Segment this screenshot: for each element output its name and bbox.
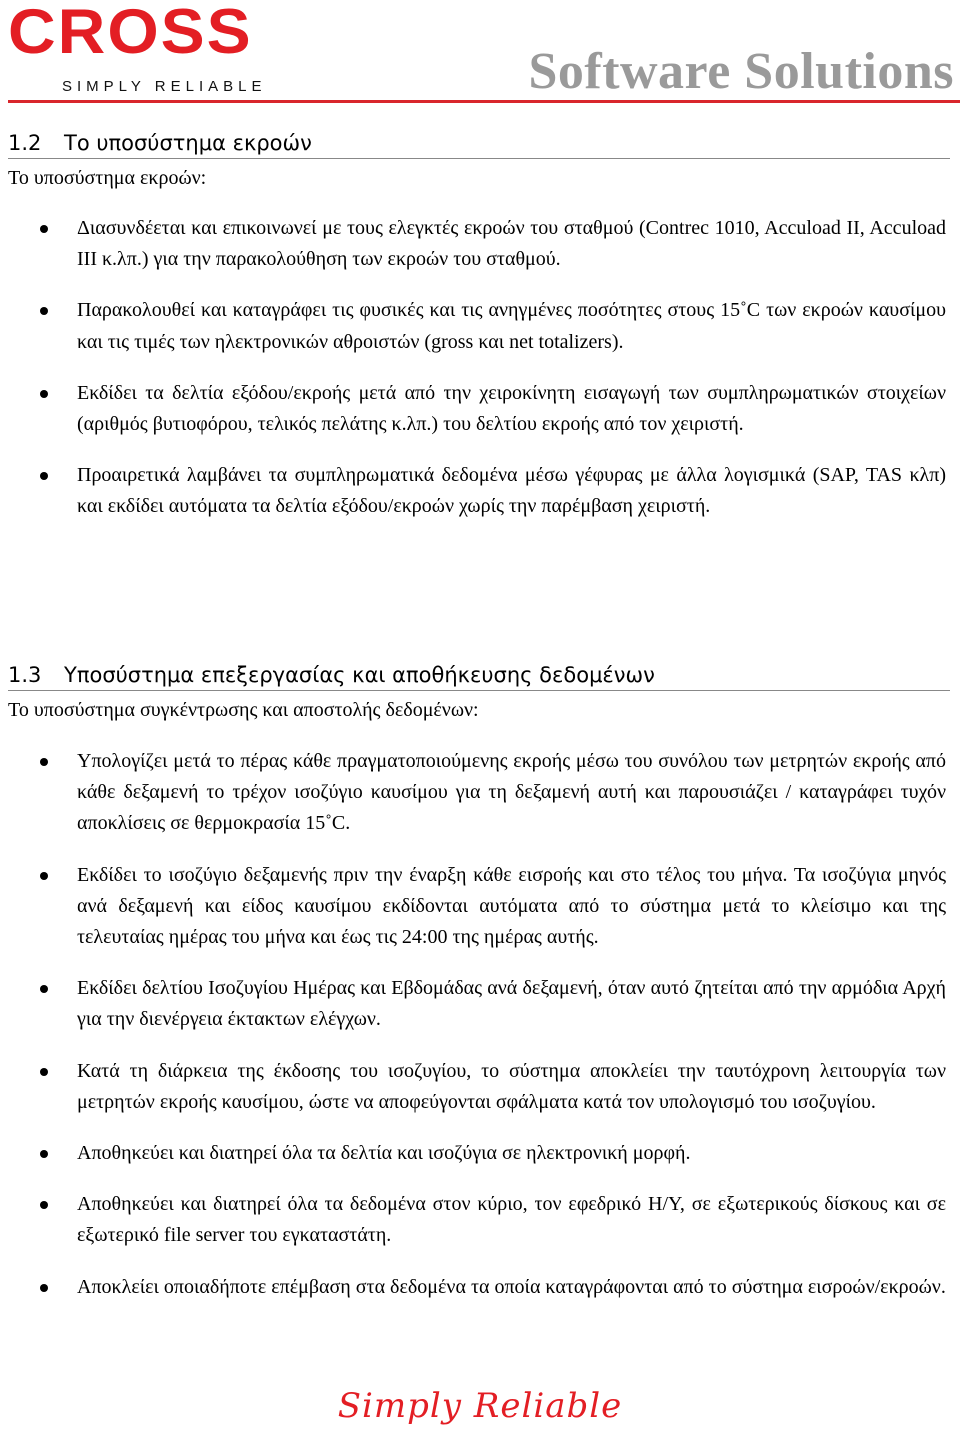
bullet-icon — [40, 1201, 48, 1209]
section-title: Το υποσύστημα εκροών — [64, 131, 312, 155]
bullet-icon — [40, 1150, 48, 1158]
section-intro-1-2: Το υποσύστημα εκροών: — [8, 167, 207, 189]
list-item: Υπολογίζει μετά το πέρας κάθε πραγματοποιούμενης εκροής μέσω του συνόλου των μετρητών εκροής από κάθε δεξαμενή το τρέχον ισοζύγιο καυσίμου για τη δεξαμενή αυτή και παρουσιάζει / καταγράφει τυχόν αποκλίσεις σε θερμοκρασία 15˚C. — [0, 746, 960, 840]
bullet-icon — [40, 985, 48, 993]
footer-slogan: Simply Reliable — [337, 1386, 623, 1426]
logo-tagline: SIMPLY RELIABLE — [62, 78, 267, 95]
bullet-icon — [40, 872, 48, 880]
header-divider — [8, 100, 960, 103]
bullet-icon — [40, 225, 48, 233]
list-item: Αποθηκεύει και διατηρεί όλα τα δελτία και ισοζύγια σε ηλεκτρονική μορφή. — [0, 1138, 960, 1169]
list-item: Αποθηκεύει και διατηρεί όλα τα δεδομένα στον κύριο, τον εφεδρικό Η/Υ, σε εξωτερικούς δίσκους και σε εξωτερικό file server του εγκαταστάτη. — [0, 1189, 960, 1251]
bullet-icon — [40, 472, 48, 480]
list-item: Προαιρετικά λαμβάνει τα συμπληρωματικά δεδομένα μέσω γέφυρας με άλλα λογισμικά (SAP, TAS κλπ) και εκδίδει αυτόματα τα δελτία εξόδου/εκροών χωρίς την παρέμβαση χειριστή. — [0, 460, 960, 522]
bullet-list-1-2 — [0, 213, 960, 543]
bullet-icon — [40, 1068, 48, 1076]
list-item: Εκδίδει δελτίου Ισοζυγίου Ημέρας και Εβδομάδας ανά δεξαμενή, όταν αυτό ζητείται από την αρμόδια Αρχή για την διενέργεια έκτακτων ελέγχων. — [0, 973, 960, 1035]
bullet-icon — [40, 390, 48, 398]
list-item: Κατά τη διάρκεια της έκδοσης του ισοζυγίου, το σύστημα αποκλείει την ταυτόχρονη λειτουργία των μετρητών εκροής καυσίμου, ώστε να αποφεύγονται σφάλματα κατά τον υπολογισμό του ισοζυγίου. — [0, 1056, 960, 1118]
section-heading-1-2 — [8, 128, 950, 159]
section-intro-1-3: Το υποσύστημα συγκέντρωσης και αποστολής δεδομένων: — [8, 699, 479, 721]
bullet-icon — [40, 307, 48, 315]
section-number: 1.3 — [8, 663, 42, 687]
section-number: 1.2 — [8, 131, 42, 155]
bullet-list-1-3 — [0, 746, 960, 1323]
list-item: Αποκλείει οποιαδήποτε επέμβαση στα δεδομένα τα οποία καταγράφονται από το σύστημα εισροών/εκροών. — [0, 1272, 960, 1303]
section-heading-1-3 — [8, 660, 950, 691]
list-item: Εκδίδει τα δελτία εξόδου/εκροής μετά από την χειροκίνητη εισαγωγή των συμπληρωματικών στοιχείων (αριθμός βυτιοφόρου, τελικός πελάτης κ.λπ.) του δελτίου εκροής από τον χειριστή. — [0, 378, 960, 440]
bullet-icon — [40, 1284, 48, 1292]
list-item: Εκδίδει το ισοζύγιο δεξαμενής πριν την έναρξη κάθε εισροής και στο τέλος του μήνα. Τα ισοζύγια μηνός ανά δεξαμενή και είδος καυσίμου εκδίδονται αυτόματα από το σύστημα μετά το κλείσιμο και της τελευταίας ημέρας του μήνα και έως τις 24:00 της ημέρας αυτής. — [0, 860, 960, 954]
page-header — [0, 0, 960, 105]
bullet-icon — [40, 758, 48, 766]
list-item: Διασυνδέεται και επικοινωνεί με τους ελεγκτές εκροών του σταθμού (Contrec 1010, Accuload II, Accuload III κ.λπ.) για την παρακολούθηση των εκροών του σταθμού. — [0, 213, 960, 275]
section-title: Υποσύστημα επεξεργασίας και αποθήκευσης δεδομένων — [64, 663, 655, 687]
cross-logo: CROSS — [8, 0, 253, 67]
header-title: Software Solutions — [528, 43, 954, 100]
list-item: Παρακολουθεί και καταγράφει τις φυσικές και τις ανηγμένες ποσότητες στους 15˚C των εκροών καυσίμου και τις τιμές των ηλεκτρονικών αθροιστών (gross και net totalizers). — [0, 295, 960, 357]
